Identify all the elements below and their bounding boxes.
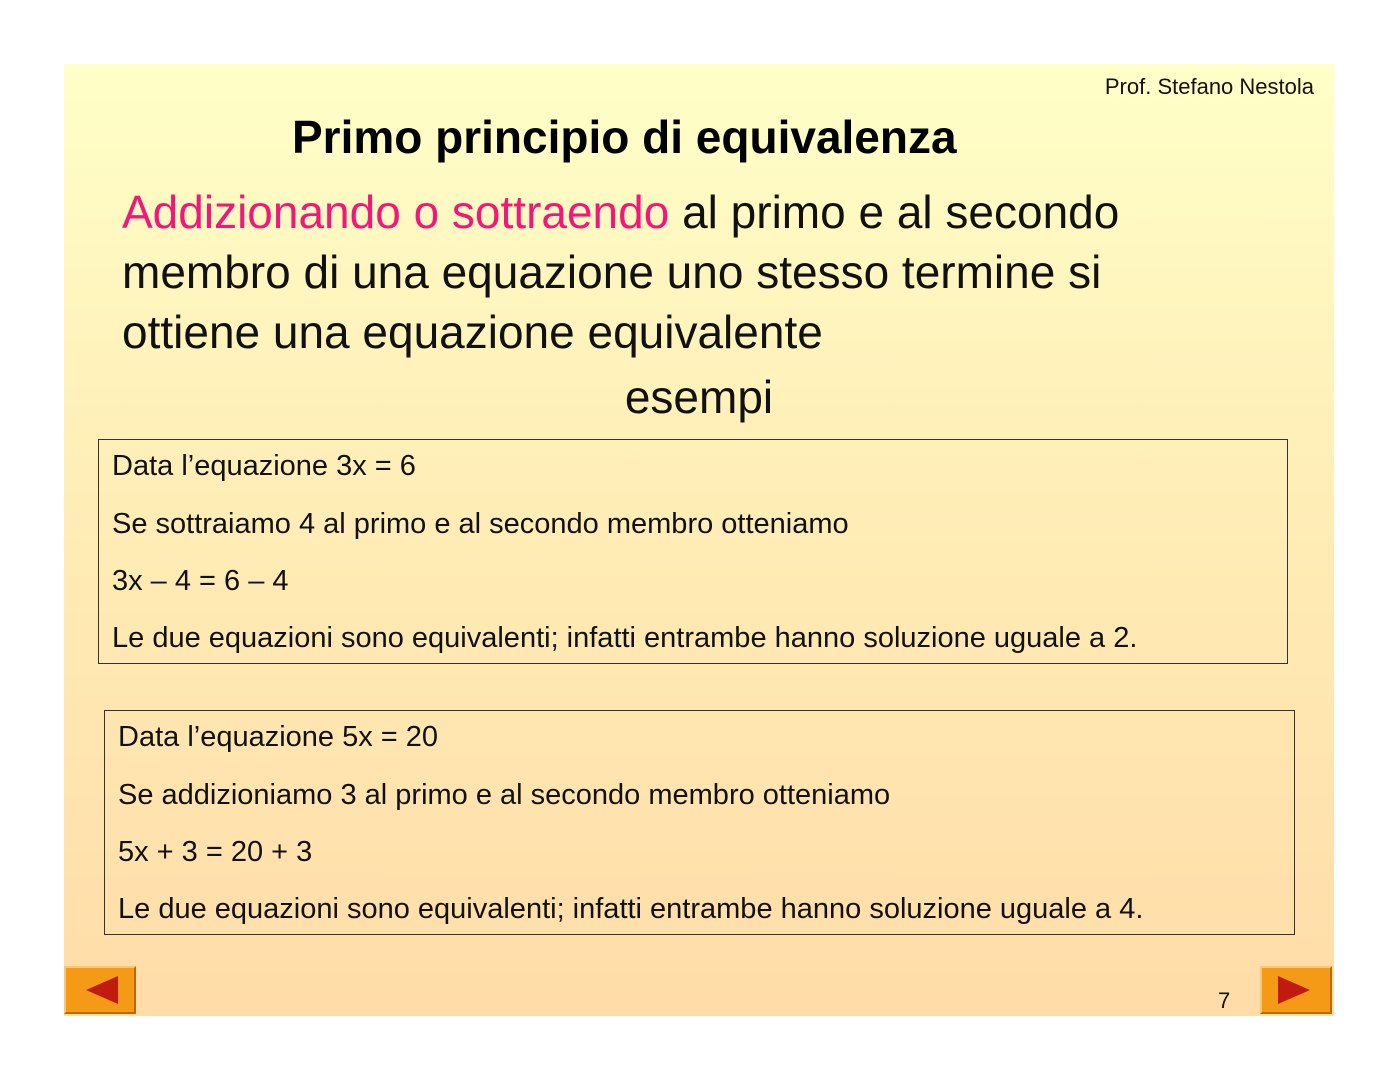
example-2-given: Data l’equazione 5x = 20 xyxy=(118,721,439,753)
example-2-conclusion: Le due equazioni sono equivalenti; infatti entrambe hanno soluzione uguale a 4. xyxy=(118,893,1144,925)
examples-heading-text: esempi xyxy=(624,371,774,423)
example-box-1 xyxy=(98,439,1288,664)
example-1-operation: Se sottraiamo 4 al primo e al secondo membro otteniamo xyxy=(112,508,849,540)
example-1-given: Data l’equazione 3x = 6 xyxy=(112,450,416,482)
example-1-equation: 3x – 4 = 6 – 4 xyxy=(112,565,289,597)
principle-statement xyxy=(122,182,1252,362)
author-label: Prof. Stefano Nestola xyxy=(1104,74,1314,99)
example-1-conclusion: Le due equazioni sono equivalenti; infatti entrambe hanno soluzione uguale a 2. xyxy=(112,622,1138,654)
page-number: 7 xyxy=(1218,988,1231,1013)
previous-slide-button[interactable] xyxy=(64,966,136,1014)
slide-title: Primo principio di equivalenza xyxy=(292,111,957,163)
example-2-operation: Se addizioniamo 3 al primo e al secondo membro otteniamo xyxy=(118,779,891,811)
right-triangle-arrow-icon xyxy=(1262,968,1330,1012)
slide xyxy=(64,64,1334,1016)
example-2-equation: 5x + 3 = 20 + 3 xyxy=(118,836,313,868)
example-box-2 xyxy=(104,710,1295,935)
principle-highlight: Addizionando o sottraendo xyxy=(122,186,670,238)
next-slide-button[interactable] xyxy=(1260,966,1332,1014)
examples-heading xyxy=(64,370,1334,424)
principle-text: al primo e al secondo membro di una equazione uno stesso termine si ottiene una equazione equivalente xyxy=(122,186,1120,358)
left-triangle-arrow-icon xyxy=(66,968,134,1012)
